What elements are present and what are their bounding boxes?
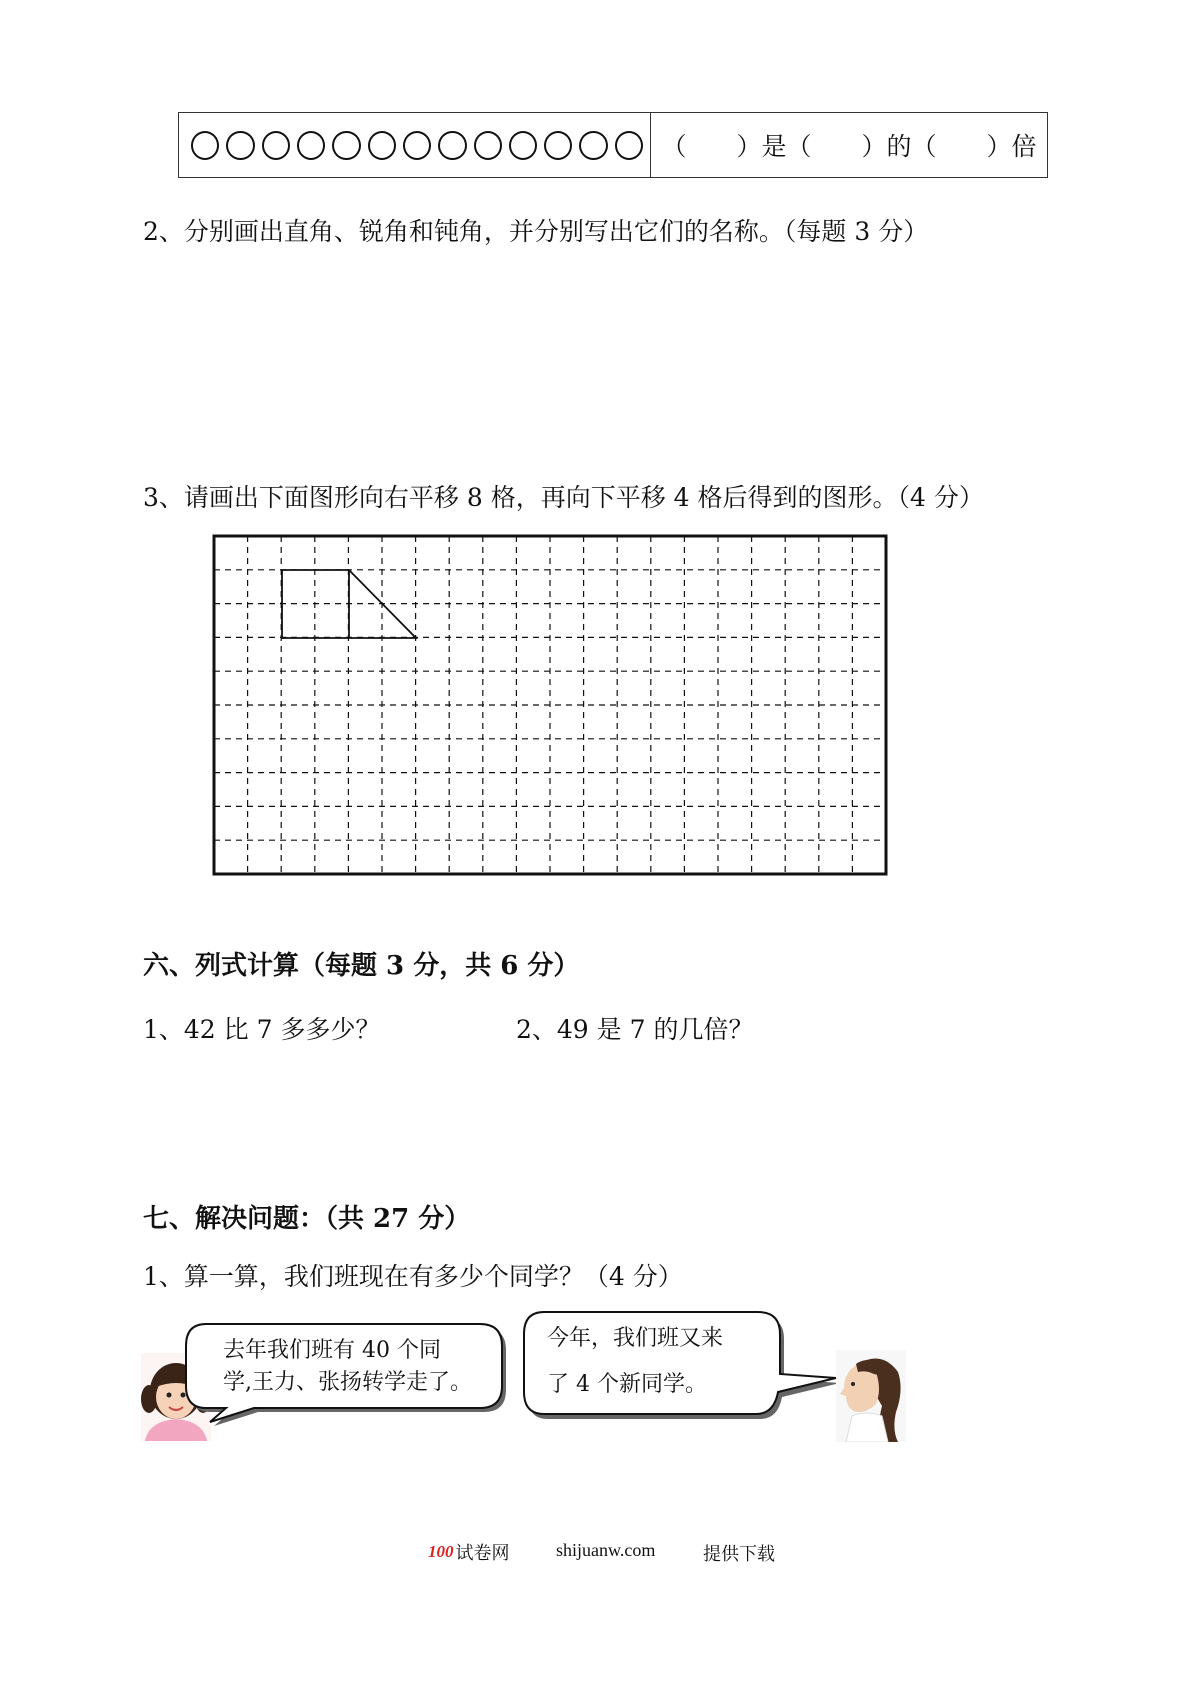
question-5-3: 3、请画出下面图形向右平移 8 格，再向下平移 4 格后得到的图形。（4 分）	[143, 483, 984, 512]
ratio-table	[178, 112, 1048, 178]
circle-row	[179, 113, 651, 177]
section-6-title: 六、列式计算（每题 3 分，共 6 分）	[143, 951, 580, 981]
question-7-1: 1、算一算，我们班现在有多少个同学？（4 分）	[143, 1262, 683, 1291]
circle-shape	[226, 131, 254, 160]
question-6-1: 1、42 比 7 多多少？	[143, 1015, 381, 1044]
ratio-blank-text: （ ）是（ ）的（ ）倍	[661, 132, 1037, 161]
question-6-2: 2、49 是 7 的几倍？	[516, 1015, 754, 1044]
circle-shape	[509, 131, 537, 160]
footer-brand	[428, 1539, 510, 1565]
circle-shape	[544, 131, 572, 160]
bubble-left-line-1: 去年我们班有 40 个同	[223, 1338, 441, 1363]
footer-logo: 100	[428, 1542, 454, 1561]
girl-right-avatar	[836, 1350, 906, 1442]
circle-shape	[262, 131, 290, 160]
circle-shape	[368, 131, 396, 160]
circle-shape	[332, 131, 360, 160]
circle-shape	[474, 131, 502, 160]
question-5-2: 2、分别画出直角、锐角和钝角，并分别写出它们的名称。（每题 3 分）	[143, 217, 929, 246]
footer-site-name: 试卷网	[455, 1543, 510, 1563]
section-7-title: 七、解决问题：（共 27 分）	[143, 1204, 471, 1234]
bubble-right-line-2: 了 4 个新同学。	[547, 1372, 707, 1397]
bubble-left-line-2: 学,王力、张扬转学走了。	[223, 1370, 472, 1395]
circle-shape	[579, 131, 607, 160]
circle-shape	[615, 131, 643, 160]
circle-shape	[297, 131, 325, 160]
footer-url[interactable]: shijuanw.com	[556, 1540, 656, 1560]
circle-shape	[191, 131, 219, 160]
circle-shape	[438, 131, 466, 160]
translation-grid	[212, 534, 888, 876]
footer-note: 提供下载	[703, 1544, 775, 1564]
circle-shape	[403, 131, 431, 160]
bubble-right-line-1: 今年，我们班又来	[547, 1326, 724, 1351]
